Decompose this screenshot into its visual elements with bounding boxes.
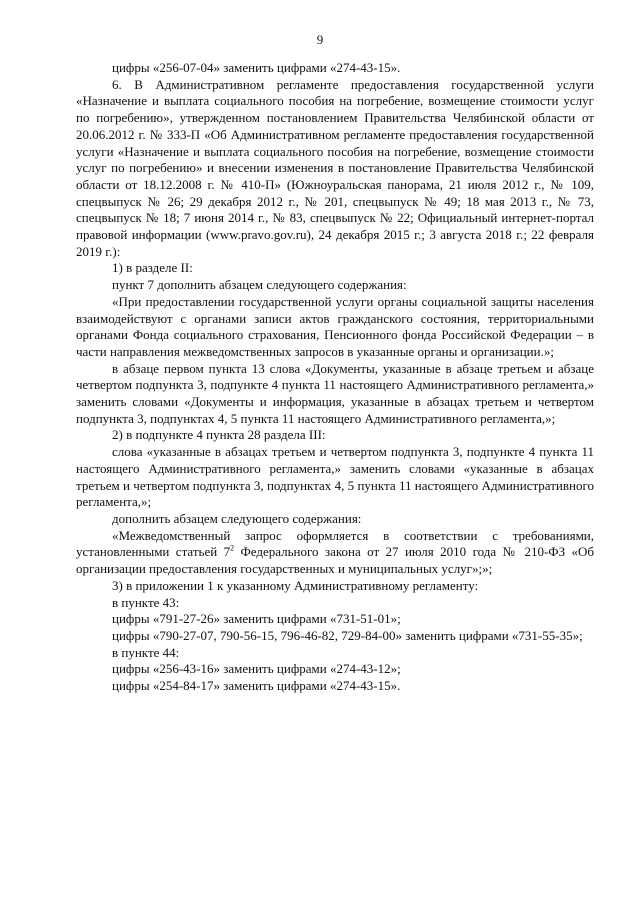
paragraph: цифры «254-84-17» заменить цифрами «274-43-15». [112, 678, 401, 694]
paragraph: 2) в подпункте 4 пункта 28 раздела III: [112, 427, 326, 443]
paragraph: цифры «256-07-04» заменить цифрами «274-43-15». [112, 60, 401, 75]
paragraph: в абзаце первом пункта 13 слова «Документы, указанные в абзаце третьем и абзаце четвертом подпункта 3, подпункте 4 пункта 11 настоящего Административного регламента,» заменить словами «Документы и информация, указанные в абзацах третьем и четвертом подпункта 3, подпунктах 4, 5 пункта 11 настоящего Административного регламента,»; [76, 360, 594, 426]
paragraph: «При предоставлении государственной услуги органы социальной защиты населения взаимодействуют с органами записи актов гражданского состояния, территориальными органами Фонда социального страхования, Пенсионного фонда Российской Федерации – в части направления межведомственных запросов в указанные органы и организации.»; [76, 293, 594, 359]
paragraph: цифры «790-27-07, 790-56-15, 796-46-82, 729-84-00» заменить цифрами «731-55-35»; [112, 627, 583, 643]
document-body [76, 60, 594, 695]
paragraph: «Межведомственный запрос оформляется в соответствии с требованиями, установленными статьей $7^2$ Федерального закона от 27 июля 2010 года № 210-ФЗ «Об организации предоставления государственных и муниципальных услуг»;»; [76, 527, 594, 577]
paragraph: пункт 7 дополнить абзацем следующего содержания: [112, 277, 407, 293]
paragraph: 1) в разделе II: [112, 260, 193, 276]
paragraph: дополнить абзацем следующего содержания: [112, 510, 362, 526]
paragraph: 6. В Административном регламенте предоставления государственной услуги «Назначение и выплата социального пособия на погребение, возмещение стоимости услуг по погребению», утвержденном постановлением Правительства Челябинской области от 20.06.2012 г. № 333-П «Об Административном регламенте предоставления государственной услуги «Назначение и выплата социального пособия на погребение, возмещение стоимости услуг по погребению» и внесении изменения в постановление Правительства Челябинской области от 18.12.2008 г. № 410-П» (Южноуральская панорама, 21 июля 2012 г., № 109, спецвыпуск № 26; 29 декабря 2012 г., № 201, спецвыпуск № 49; 18 мая 2013 г., № 73, спецвыпуск № 18; 7 июня 2014 г., № 83, спецвыпуск № 22; Официальный интернет-портал правовой информации (www.pravo.gov.ru), 24 декабря 2015 г.; 3 августа 2018 г.; 22 февраля 2019 г.): [76, 76, 594, 259]
paragraph: цифры «256-43-16» заменить цифрами «274-43-12»; [112, 661, 401, 677]
page-number: 9 [316, 32, 324, 47]
paragraph: слова «указанные в абзацах третьем и четвертом подпункта 3, подпункте 4 пункта 11 настоящего Административного регламента,» заменить словами «указанные в абзацах третьем и четвертом подпункта 3, подпунктах 4, 5 пункта 11 настоящего Административного регламента,»; [76, 444, 594, 510]
paragraph: 3) в приложении 1 к указанному Административному регламенту: [112, 577, 479, 593]
paragraph: в пункте 44: [112, 644, 180, 660]
paragraph: в пункте 43: [112, 594, 180, 610]
paragraph: цифры «791-27-26» заменить цифрами «731-51-01»; [112, 611, 401, 627]
superscript: 2 [230, 544, 235, 554]
